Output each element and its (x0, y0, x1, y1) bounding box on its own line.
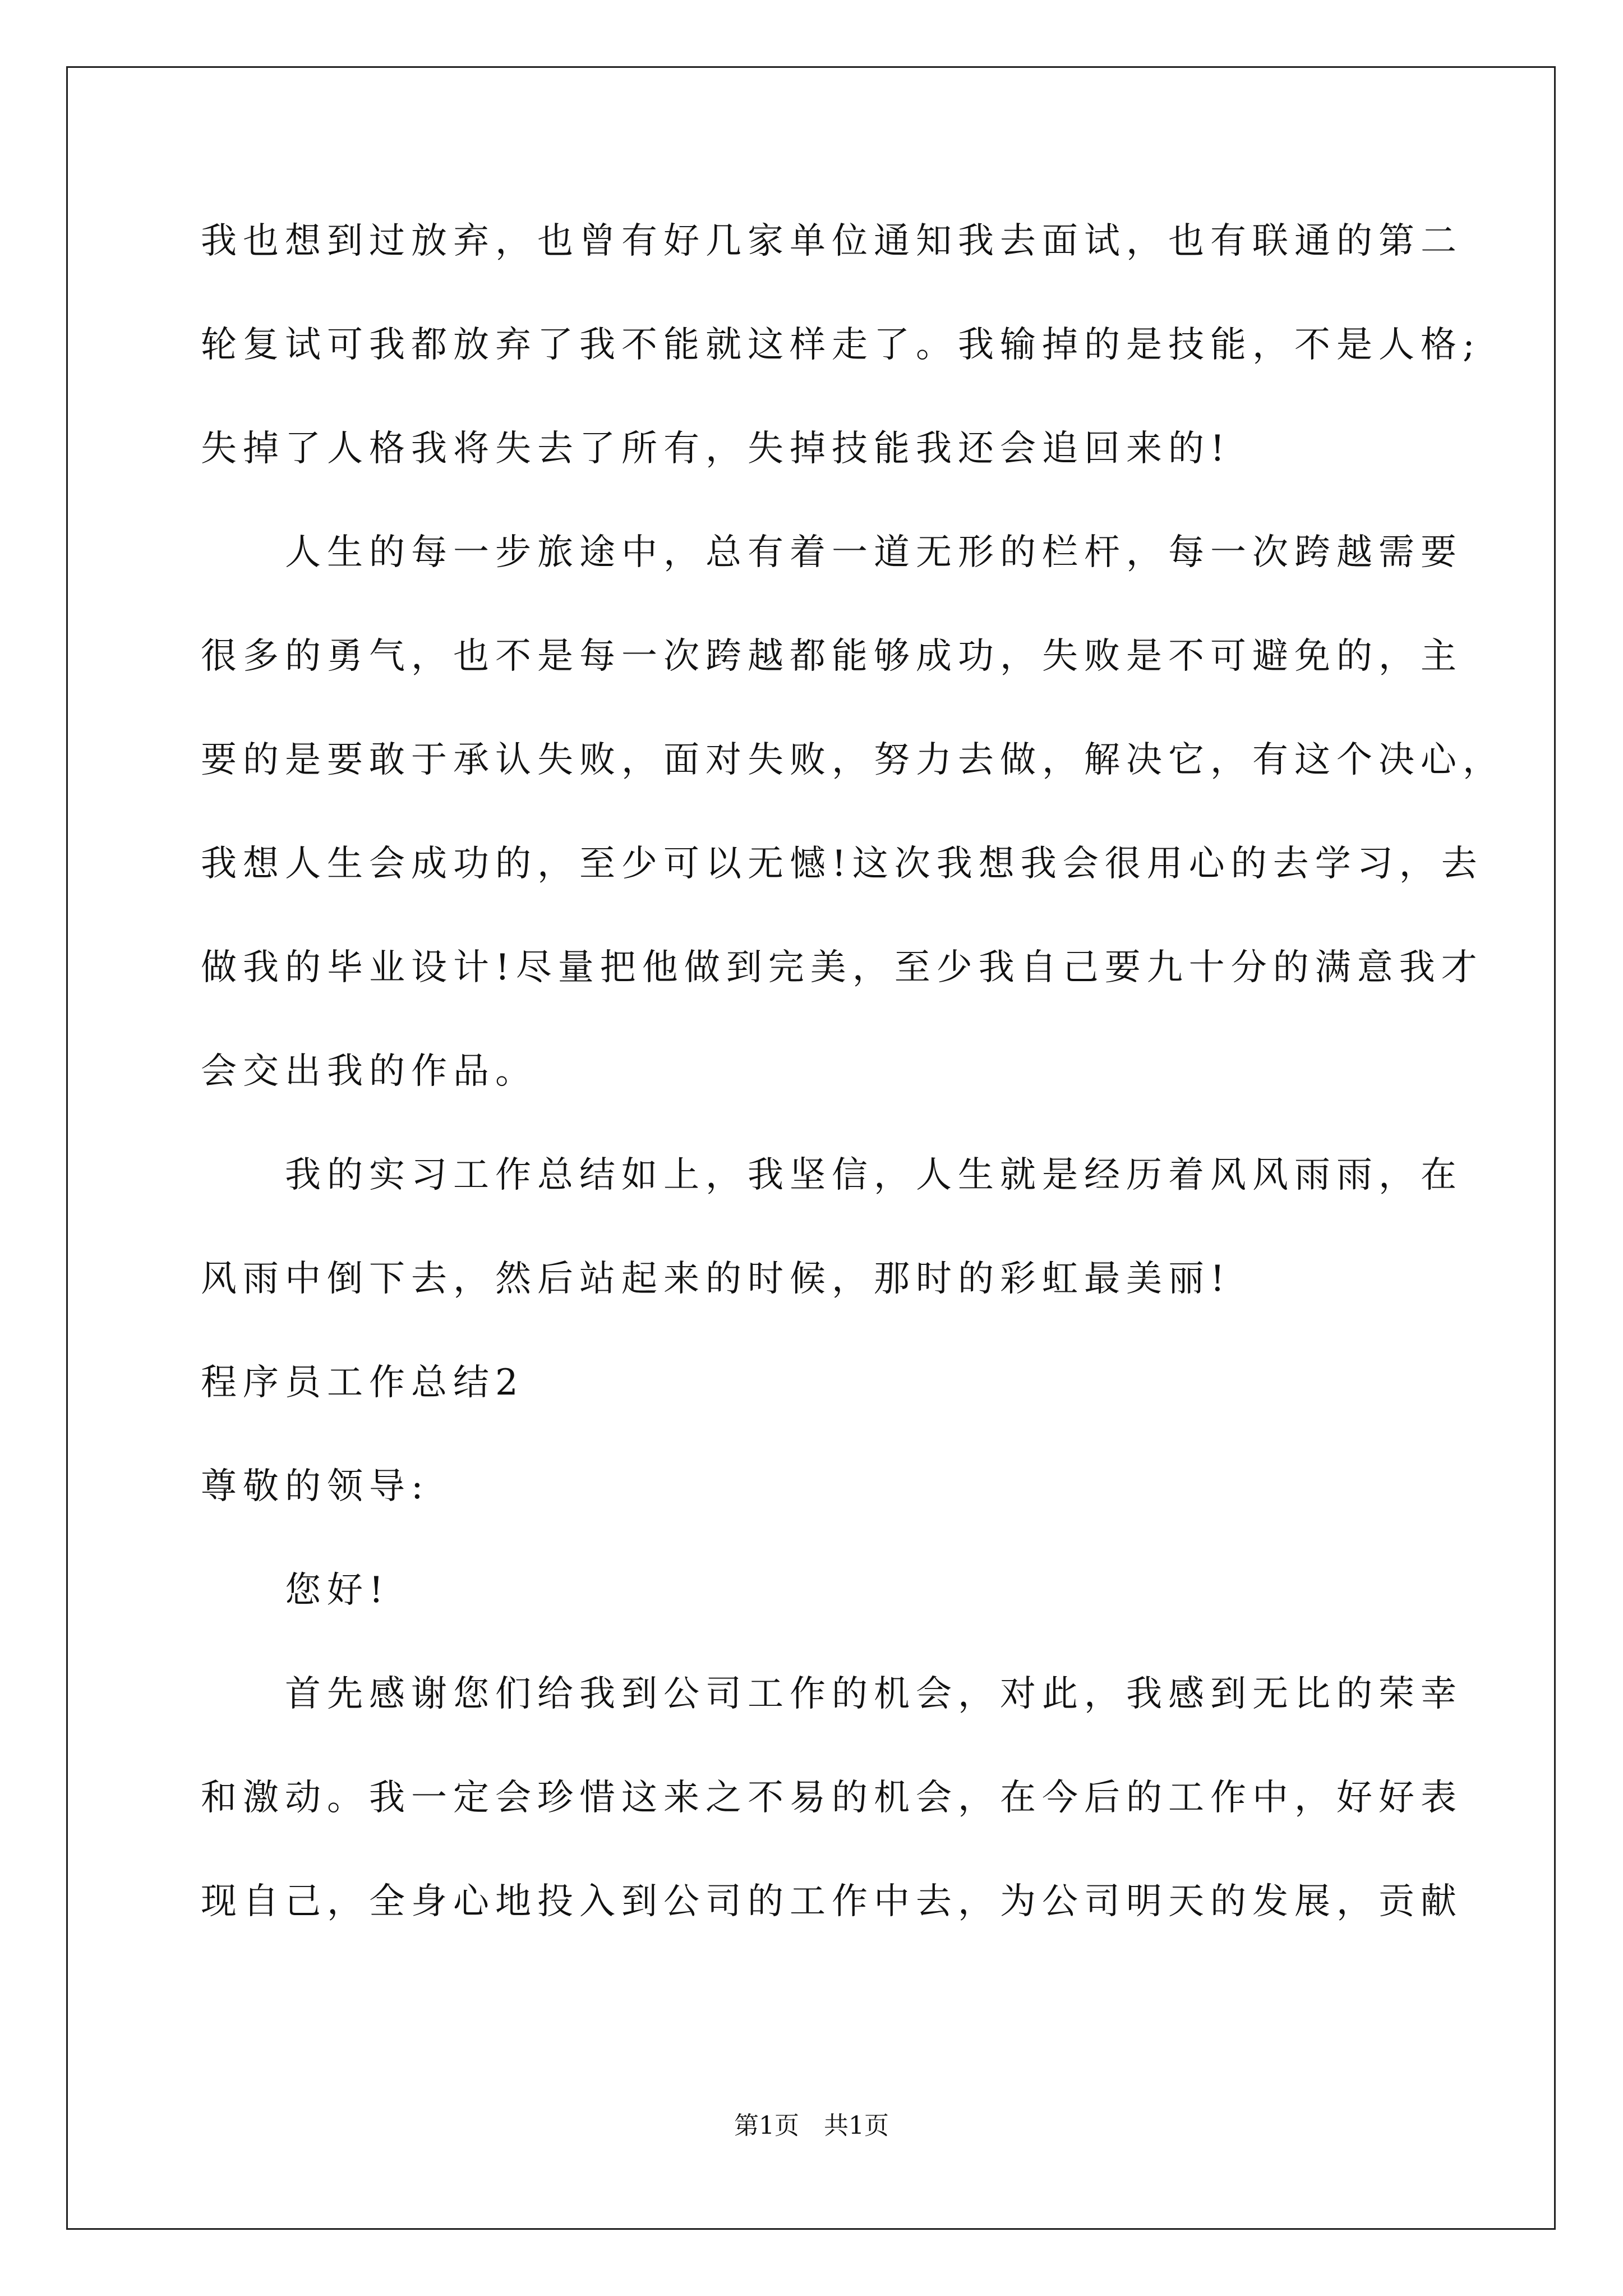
body-line-9: 会交出我的作品。 (201, 1051, 537, 1092)
body-line-3: 失掉了人格我将失去了所有，失掉技能我还会追回来的! (201, 428, 1231, 470)
salutation: 尊敬的领导: (201, 1466, 430, 1507)
body-line-6: 要的是要敢于承认失败，面对失败，努力去做，解决它，有这个决心， (201, 739, 1505, 781)
body-line-10: 我的实习工作总结如上，我坚信，人生就是经历着风风雨雨，在 (201, 1154, 1463, 1196)
body-line-1: 我也想到过放弃，也曾有好几家单位通知我去面试，也有联通的第二 (201, 220, 1463, 262)
body-line-7: 我想人生会成功的，至少可以无憾!这次我想我会很用心的去学习，去 (201, 843, 1483, 885)
section-heading: 程序员工作总结2 (201, 1362, 524, 1404)
body-line-16: 和激动。我一定会珍惜这来之不易的机会，在今后的工作中，好好表 (201, 1777, 1463, 1819)
greeting: 您好! (201, 1570, 390, 1611)
body-line-15: 首先感谢您们给我到公司工作的机会，对此，我感到无比的荣幸 (201, 1673, 1463, 1715)
body-line-11: 风雨中倒下去，然后站起来的时候，那时的彩虹最美丽! (201, 1258, 1231, 1300)
body-line-5: 很多的勇气，也不是每一次跨越都能够成功，失败是不可避免的，主 (201, 636, 1463, 677)
body-line-17: 现自己，全身心地投入到公司的工作中去，为公司明天的发展，贡献 (201, 1881, 1463, 1922)
body-line-8: 做我的毕业设计!尽量把他做到完美，至少我自己要九十分的满意我才 (201, 947, 1483, 988)
body-line-2: 轮复试可我都放弃了我不能就这样走了。我输掉的是技能，不是人格; (201, 324, 1481, 366)
page-footer: 第1页 共1页 (734, 2111, 889, 2140)
body-line-4: 人生的每一步旅途中，总有着一道无形的栏杆，每一次跨越需要 (201, 532, 1463, 573)
